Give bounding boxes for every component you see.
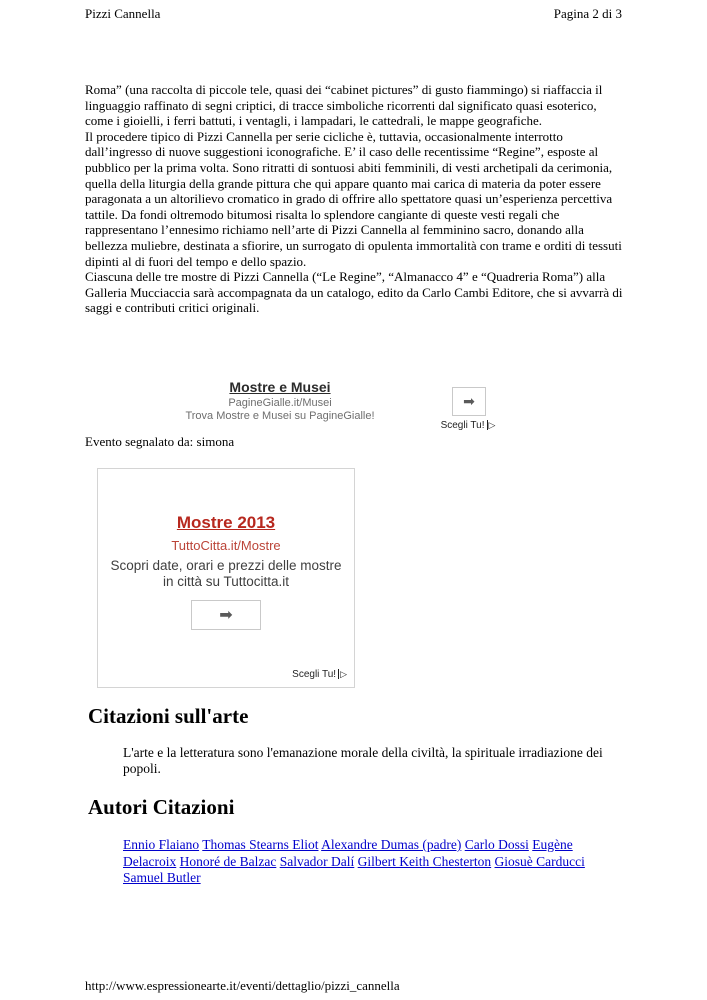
ad-paginegialle-arrow-button[interactable] xyxy=(452,387,486,416)
adchoices-label: Scegli Tu! xyxy=(292,669,337,680)
ad-paginegialle-tagline: Trova Mostre e Musei su PagineGialle! xyxy=(185,410,375,422)
article-paragraph: Ciascuna delle tre mostre di Pizzi Cannella (“Le Regine”, “Almanacco 4” e “Quadreria Roma”) alla Galleria Mucciaccia sarà accompagnata da un catalogo, edito da Carlo Cambi Editore, che si avvarrà di saggi e contributi critici originali. xyxy=(85,269,623,316)
reported-by-line: Evento segnalato da: simona xyxy=(85,434,235,449)
author-link[interactable]: Carlo Dossi xyxy=(464,837,529,852)
adchoices-label: Scegli Tu! xyxy=(440,420,485,431)
right-arrow-icon: ➡ xyxy=(219,605,233,624)
ad-tuttocitta-tagline-line2: in città su Tuttocitta.it xyxy=(162,574,290,589)
ad-tuttocitta-arrow-button[interactable] xyxy=(191,600,261,630)
document-title: Pizzi Cannella xyxy=(85,6,161,21)
ad-paginegialle-adchoices[interactable] xyxy=(436,420,500,431)
print-footer-url: http://www.espressionearte.it/eventi/dettaglio/pizzi_cannella xyxy=(85,978,400,993)
author-link[interactable]: Samuel Butler xyxy=(123,870,201,885)
author-link[interactable]: Eugène Delacroix xyxy=(123,837,573,869)
ad-tuttocitta xyxy=(97,468,355,688)
ad-paginegialle xyxy=(130,379,430,423)
adchoices-triangle-icon: ▷ xyxy=(488,420,496,430)
adchoices-triangle-icon: ▷ xyxy=(340,669,347,679)
art-quote: L'arte e la letteratura sono l'emanazione morale della civiltà, la spirituale irradiazione dei popoli. xyxy=(123,745,603,776)
author-link-list xyxy=(123,837,623,887)
ad-tuttocitta-adchoices[interactable] xyxy=(292,669,347,680)
section-heading-citazioni: Citazioni sull'arte xyxy=(88,704,249,728)
author-link[interactable]: Salvador Dalí xyxy=(279,853,355,869)
article-body xyxy=(85,82,625,316)
section-heading-autori: Autori Citazioni xyxy=(88,795,235,819)
ad-paginegialle-title-link[interactable]: Mostre e Musei xyxy=(229,379,331,395)
article-paragraph: Roma” (una raccolta di piccole tele, quasi dei “cabinet pictures” di gusto fiammingo) si riaffaccia il linguaggio raffinato di segni criptici, di tracce simboliche ricorrenti dal significato quasi esoterico, come i gioielli, i ferri battuti, i ventagli, i lampadari, le cattedrali, le mappe geografiche. xyxy=(85,82,603,129)
ad-tuttocitta-tagline-line1: Scopri date, orari e prezzi delle mostre xyxy=(110,558,342,573)
author-link[interactable]: Alexandre Dumas (padre) xyxy=(321,837,462,852)
author-link[interactable]: Gilbert Keith Chesterton xyxy=(357,853,492,869)
author-link[interactable]: Giosuè Carducci xyxy=(494,853,585,869)
ad-tuttocitta-title-link[interactable]: Mostre 2013 xyxy=(176,513,276,532)
right-arrow-icon: ➡ xyxy=(463,393,475,410)
ad-tuttocitta-tagline xyxy=(98,558,354,590)
print-header xyxy=(85,6,622,22)
author-link[interactable]: Ennio Flaiano xyxy=(123,837,200,852)
author-link[interactable]: Thomas Stearns Eliot xyxy=(202,837,319,852)
article-paragraph: Il procedere tipico di Pizzi Cannella per serie cicliche è, tuttavia, occasionalmente interrotto dall’ingresso di nuove suggestioni iconografiche. E’ il caso delle recentissime “Regine”, esposte al pubblico per la prima volta. Sono ritratti di sontuosi abiti femminili, di vesti archetipali da cerimonia, quella della liturgia della grande pittura che qui appare quanto mai carica di materia da poter essere paragonata a un altorilievo cromatico in grado di offrire allo spettatore quasi un’esperienza percettiva tattile. Da fondi oltremodo bitumosi risalta lo splendore cangiante di queste vesti regali che rappresentano l’ennesimo richiamo nell’arte di Pizzi Cannella al femminino sacro, donando alla bellezza muliebre, destinata a sfiorire, un surrogato di opulenta immortalità con trame e orditi di tessuti dipinti al di fuori del tempo e dello spazio. xyxy=(85,128,622,269)
author-link[interactable]: Honoré de Balzac xyxy=(179,853,277,869)
ad-paginegialle-url[interactable]: PagineGialle.it/Musei xyxy=(228,397,332,409)
ad-tuttocitta-url[interactable]: TuttoCitta.it/Mostre xyxy=(171,538,281,553)
page-number: Pagina 2 di 3 xyxy=(553,6,622,21)
